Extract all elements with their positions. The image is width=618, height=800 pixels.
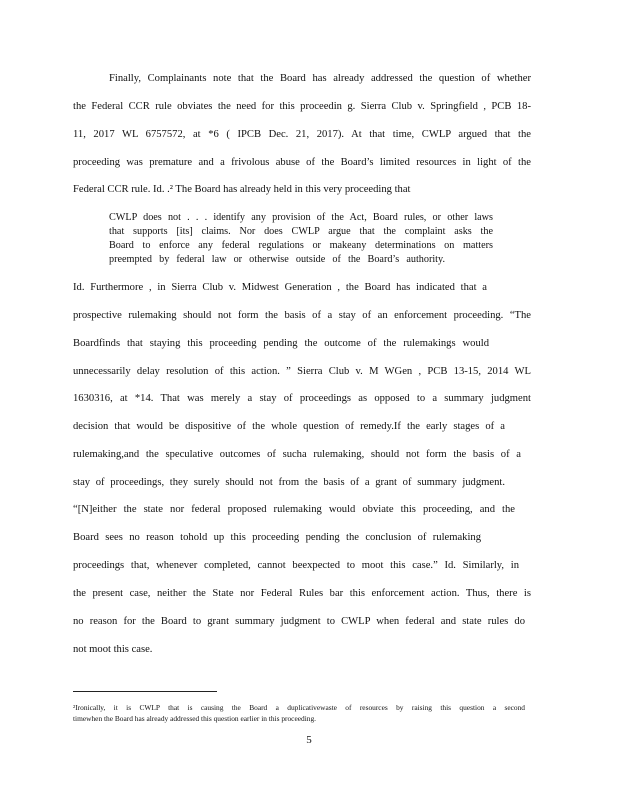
paragraph-line: Id. Furthermore , in Sierra Club v. Midwest Generation , the Board has indicated that a [73,282,487,293]
paragraph-line: the present case, neither the State nor Federal Rules bar this enforcement action. Thus, there is [73,588,531,599]
paragraph-line: Boardfinds that staying this proceeding pending the outcome of the rulemakings would [73,338,489,349]
paragraph-line: 1630316, at *14. That was merely a stay of proceedings as opposed to a summary judgment [73,393,531,404]
paragraph-line: decision that would be dispositive of the whole question of remedy.If the early stages of a [73,421,505,432]
blockquote-line: Board to enforce any federal regulations or makeany determinations on matters [109,240,493,251]
blockquote-line: preempted by federal law or otherwise outside of the Board’s authority. [109,254,445,265]
paragraph-line: Board sees no reason tohold up this proceeding pending the conclusion of rulemaking [73,532,481,543]
paragraph-line: Finally, Complainants note that the Board has already addressed the question of whether [109,73,531,84]
paragraph-line: proceedings that, whenever completed, cannot beexpected to moot this case.” Id. Similarly, in [73,560,519,571]
paragraph-line: not moot this case. [73,644,153,655]
footnote-line: timewhen the Board has already addressed this question earlier in this proceeding. [73,714,316,723]
paragraph-line: stay of proceedings, they surely should not from the basis of a grant of summary judgment. [73,477,505,488]
paragraph-line: Federal CCR rule. Id. .² The Board has already held in this very proceeding that [73,184,411,195]
footnote-line: ²Ironically, it is CWLP that is causing the Board a duplicativewaste of resources by raising this question a second [73,703,525,712]
paragraph-line: no reason for the Board to grant summary judgment to CWLP when federal and state rules do [73,616,525,627]
blockquote-line: CWLP does not . . . identify any provision of the Act, Board rules, or other laws [109,212,493,223]
paragraph-line: prospective rulemaking should not form the basis of a stay of an enforcement proceeding. “The [73,310,531,321]
page-number: 5 [306,734,312,746]
footnote-divider [73,691,217,692]
paragraph-line: the Federal CCR rule obviates the need for this proceedin g. Sierra Club v. Springfield , PCB 18- [73,101,531,112]
paragraph-line: unnecessarily delay resolution of this action. ” Sierra Club v. M WGen , PCB 13-15, 2014 WL [73,366,531,377]
paragraph-line: rulemaking,and the speculative outcomes of sucha rulemaking, should not form the basis of a [73,449,521,460]
blockquote-line: that supports [its] claims. Nor does CWLP argue that the complaint asks the [109,226,493,237]
paragraph-line: “[N]either the state nor federal proposed rulemaking would obviate this proceeding, and the [73,504,515,515]
paragraph-line: 11, 2017 WL 6757572, at *6 ( IPCB Dec. 21, 2017). At that time, CWLP argued that the [73,129,531,140]
paragraph-line: proceeding was premature and a frivolous abuse of the Board’s limited resources in light of the [73,157,531,168]
